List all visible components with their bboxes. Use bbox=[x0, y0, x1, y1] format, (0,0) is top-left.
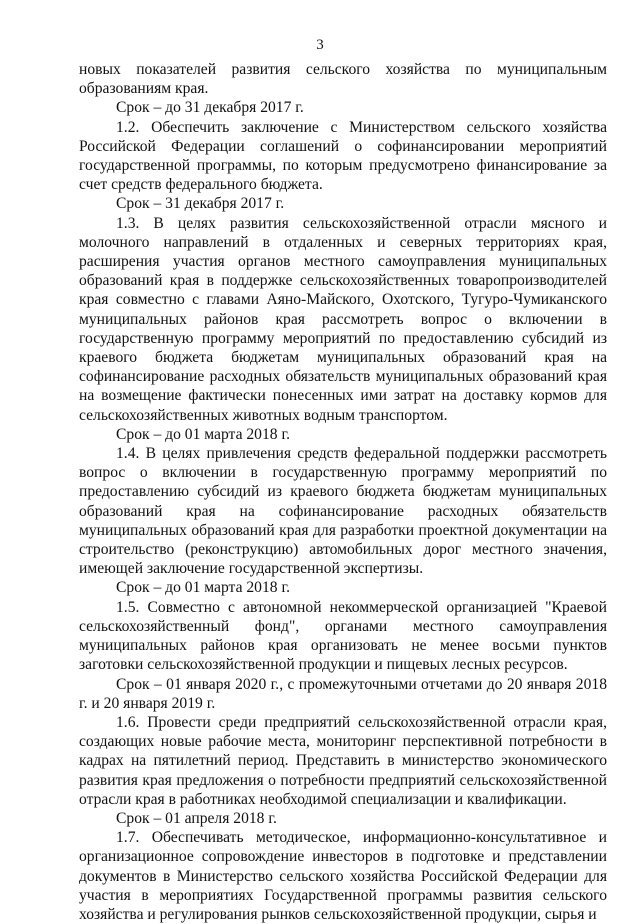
paragraph: 1.7. Обеспечивать методическое, информационно-консультативное и организационное сопровождение инвесторов в подготовке и представлении документов в Министерство сельского хозяйства Российской Федерации для участия в мероприятиях Государственной программы развития сельского хозяйства и регулирования рынков сельскохозяйственной продукции, сырья и bbox=[79, 829, 607, 923]
paragraph: новых показателей развития сельского хозяйства по муниципальным образованиям края. bbox=[79, 61, 607, 98]
deadline-line: Срок – до 01 марта 2018 г. bbox=[116, 425, 291, 443]
document-body bbox=[79, 60, 607, 924]
deadline-line: Срок – 01 апреля 2018 г. bbox=[116, 809, 277, 827]
deadline-line: Срок – 31 декабря 2017 г. bbox=[116, 195, 285, 213]
paragraph: 1.3. В целях развития сельскохозяйственной отрасли мясного и молочного направлений в отдаленных и северных территориях края, расширения участия органов местного самоуправления муниципальных образований края в поддержке сельскохозяйственных товаропроизводителей края совместно с главами Аяно-Майского, Охотского, Тугуро-Чумиканского муниципальных районов края рассмотреть вопрос о включении в государственную программу мероприятий по предоставлению субсидий из краевого бюджета бюджетам муниципальных образований края на софинансирование расходных обязательств муниципальных образований края на возмещение фактически понесенных ими затрат на доставку кормов для сельскохозяйственных животных водным транспортом. bbox=[79, 214, 607, 424]
paragraph: 1.5. Совместно с автономной некоммерческой организацией "Краевой сельскохозяйственный фонд", органами местного самоуправления муниципальных районов края организовать не менее восьми пунктов заготовки сельскохозяйственной продукции и пищевых лесных ресурсов. bbox=[79, 598, 607, 674]
paragraph: 1.2. Обеспечить заключение с Министерством сельского хозяйства Российской Федерации соглашений о софинансировании мероприятий государственной программы, по которым предусмотрено финансирование за счет средств федерального бюджета. bbox=[79, 118, 607, 194]
deadline-line: Срок – 01 января 2020 г., с промежуточными отчетами до 20 января 2018 г. и 20 января 2019 г. bbox=[79, 675, 607, 712]
page-number: 3 bbox=[316, 37, 324, 53]
paragraph: 1.4. В целях привлечения средств федеральной поддержки рассмотреть вопрос о включении в государственную программу мероприятий по предоставлению субсидий из краевого бюджета бюджетам муниципальных образований края на софинансирование расходных обязательств муниципальных образований края для разработки проектной документации на строительство (реконструкцию) автомобильных дорог местного значения, имеющей заключение государственной экспертизы. bbox=[79, 445, 607, 578]
paragraph: 1.6. Провести среди предприятий сельскохозяйственной отрасли края, создающих новые рабочие места, мониторинг перспективной потребности в кадрах на пятилетний период. Представить в министерство экономического развития края предложения о потребности предприятий сельскохозяйственной отрасли края в работниках необходимой специализации и квалификации. bbox=[79, 713, 607, 808]
deadline-line: Срок – до 31 декабря 2017 г. bbox=[116, 99, 304, 117]
deadline-line: Срок – до 01 марта 2018 г. bbox=[116, 579, 291, 597]
